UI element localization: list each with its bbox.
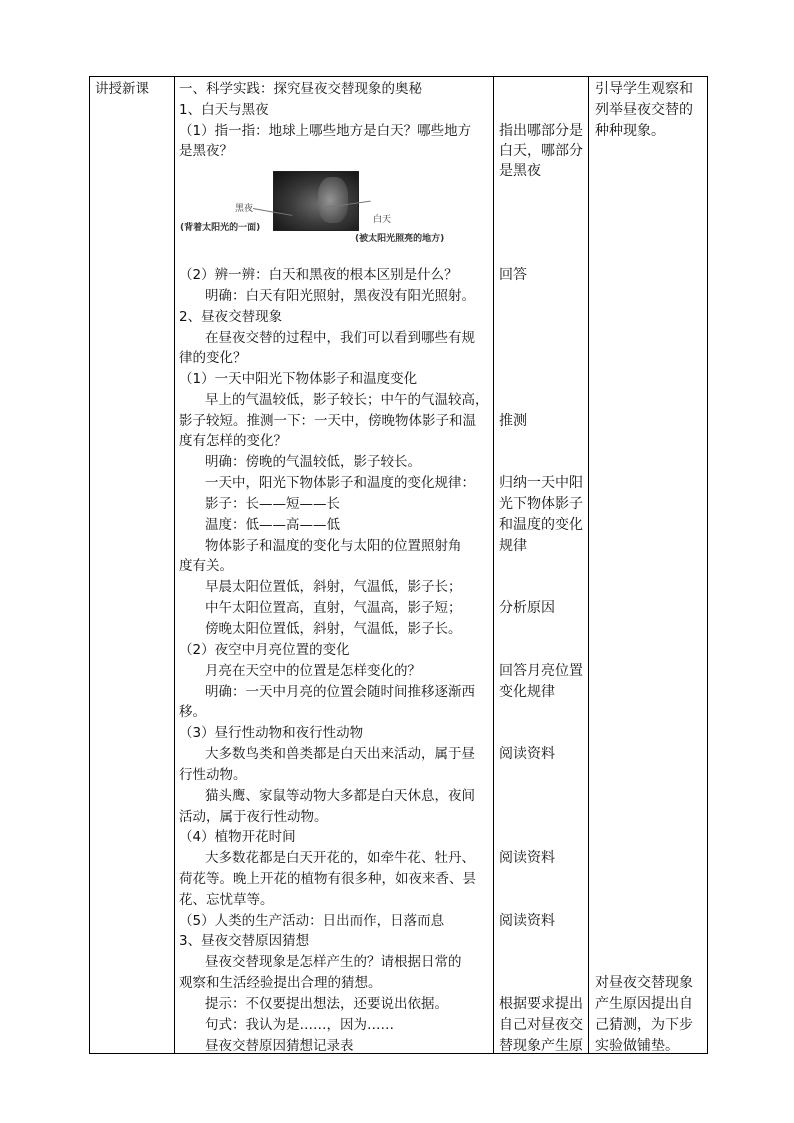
student-activity-line: 阅读资料 xyxy=(499,913,555,929)
design-intent-line: 己猜测，为下步 xyxy=(595,1017,693,1033)
content-line: （3）昼行性动物和夜行性动物 xyxy=(179,725,364,741)
night-label: 黑夜 xyxy=(235,204,254,214)
day-caption: (被太阳光照亮的地方) xyxy=(355,234,445,244)
content-line: 是黑夜？ xyxy=(179,143,233,159)
student-activity-line: 变化规律 xyxy=(499,684,555,700)
stage-label: 讲授新课 xyxy=(95,81,149,97)
content-line: 早晨太阳位置低，斜射，气温低，影子长； xyxy=(205,579,462,595)
design-intent-line: 产生原因提出自 xyxy=(595,996,693,1012)
subsection-heading: 2、昼夜交替现象 xyxy=(179,309,283,325)
content-line: 物体影子和温度的变化与太阳的位置照射角 xyxy=(205,538,462,554)
student-activity-line: 根据要求提出 xyxy=(499,996,583,1012)
content-line: 移。 xyxy=(179,704,206,720)
subsection-heading: 1、白天与黑夜 xyxy=(179,102,269,118)
content-line: 观察和生活经验提出合理的猜想。 xyxy=(179,975,382,991)
content-line: （5）人类的生产活动：日出而作，日落而息 xyxy=(179,913,445,929)
content-line: 荷花等。晚上开花的植物有很多种，如夜来香、昙 xyxy=(179,871,476,887)
section-heading: 一、科学实践：探究昼夜交替现象的奥秘 xyxy=(179,81,422,97)
content-line: 影子较短。推测一下：一天中，傍晚物体影子和温 xyxy=(179,413,476,429)
content-line: 昼夜交替现象是怎样产生的？请根据日常的 xyxy=(205,954,462,970)
content-line: 度有关。 xyxy=(179,558,233,574)
content-line: 提示：不仅要提出想法，还要说出依据。 xyxy=(205,996,448,1012)
table-row xyxy=(90,77,708,1054)
content-line: 在昼夜交替的过程中，我们可以看到哪些有规 xyxy=(205,330,475,346)
student-activity-line: 回答月亮位置 xyxy=(499,663,583,679)
earth-day-night-figure xyxy=(175,171,493,251)
content-line: 明确：傍晚的气温较低，影子较长。 xyxy=(205,454,421,470)
lesson-plan-table xyxy=(89,76,708,1054)
student-activity-line: 回答 xyxy=(499,267,527,283)
student-activity-line: 阅读资料 xyxy=(499,850,555,866)
student-activity-line: 自己对昼夜交 xyxy=(499,1017,583,1033)
content-line: 温度：低——高——低 xyxy=(205,517,340,533)
student-activity-line: 白天，哪部分 xyxy=(499,143,583,159)
student-activity-line: 推测 xyxy=(499,413,527,429)
design-intent-line: 种种现象。 xyxy=(595,123,665,139)
content-line: （2）辨一辨：白天和黑夜的根本区别是什么？ xyxy=(179,267,458,283)
content-line: （2）夜空中月亮位置的变化 xyxy=(179,642,350,658)
content-line: 傍晚太阳位置低，斜射，气温低，影子长。 xyxy=(205,621,462,637)
design-intent-cell xyxy=(589,77,708,1054)
content-line: 早上的气温较低，影子较长；中午的气温较高， xyxy=(205,392,489,408)
content-line: 影子：长——短——长 xyxy=(205,496,340,512)
content-line: 大多数鸟类和兽类都是白天出来活动，属于昼 xyxy=(205,746,475,762)
student-activity-line: 归纳一天中阳 xyxy=(499,475,583,491)
content-line: （1）指一指：地球上哪些地方是白天？哪些地方 xyxy=(179,123,472,139)
student-activity-line: 规律 xyxy=(499,538,527,554)
teaching-content-cell xyxy=(175,77,494,1054)
student-activity-line: 阅读资料 xyxy=(499,746,555,762)
content-line: （4）植物开花时间 xyxy=(179,829,296,845)
content-line: 猫头鹰、家鼠等动物大多都是白天休息，夜间 xyxy=(205,788,475,804)
student-activity-line: 分析原因 xyxy=(499,600,555,616)
content-line: 月亮在天空中的位置是怎样变化的？ xyxy=(205,663,421,679)
content-line: （1）一天中阳光下物体影子和温度变化 xyxy=(179,371,418,387)
content-line: 一天中，阳光下物体影子和温度的变化规律： xyxy=(205,475,475,491)
content-line: 大多数花都是白天开花的，如牵牛花、牡丹、 xyxy=(205,850,475,866)
design-intent-line: 实验做铺垫。 xyxy=(595,1038,679,1054)
design-intent-line: 对昼夜交替现象 xyxy=(595,975,693,991)
design-intent-line: 列举昼夜交替的 xyxy=(595,102,693,118)
content-line: 中午太阳位置高，直射，气温高，影子短； xyxy=(205,600,462,616)
student-activity-cell xyxy=(494,77,589,1054)
student-activity-line: 指出哪部分是 xyxy=(499,123,583,139)
day-label: 白天 xyxy=(373,215,392,225)
design-intent-line: 引导学生观察和 xyxy=(595,81,693,97)
content-line: 花、忘忧草等。 xyxy=(179,892,274,908)
content-line: 行性动物。 xyxy=(179,767,247,783)
stage-cell xyxy=(90,77,175,1054)
content-line: 活动，属于夜行性动物。 xyxy=(179,809,328,825)
student-activity-line: 光下物体影子 xyxy=(499,496,583,512)
student-activity-line: 替现象产生原 xyxy=(499,1038,583,1054)
content-line: 句式：我认为是……，因为…… xyxy=(205,1017,394,1033)
content-line: 律的变化？ xyxy=(179,350,247,366)
earth-lit-side xyxy=(318,177,348,223)
content-line: 昼夜交替原因猜想记录表 xyxy=(205,1038,354,1054)
content-line: 明确：一天中月亮的位置会随时间推移逐渐西 xyxy=(205,684,475,700)
subsection-heading: 3、昼夜交替原因猜想 xyxy=(179,933,310,949)
student-activity-line: 和温度的变化 xyxy=(499,517,583,533)
student-activity-line: 是黑夜 xyxy=(499,163,541,179)
content-line: 明确：白天有阳光照射，黑夜没有阳光照射。 xyxy=(205,288,475,304)
night-caption: (背着太阳光的一面) xyxy=(180,223,261,233)
content-line: 度有怎样的变化？ xyxy=(179,433,287,449)
